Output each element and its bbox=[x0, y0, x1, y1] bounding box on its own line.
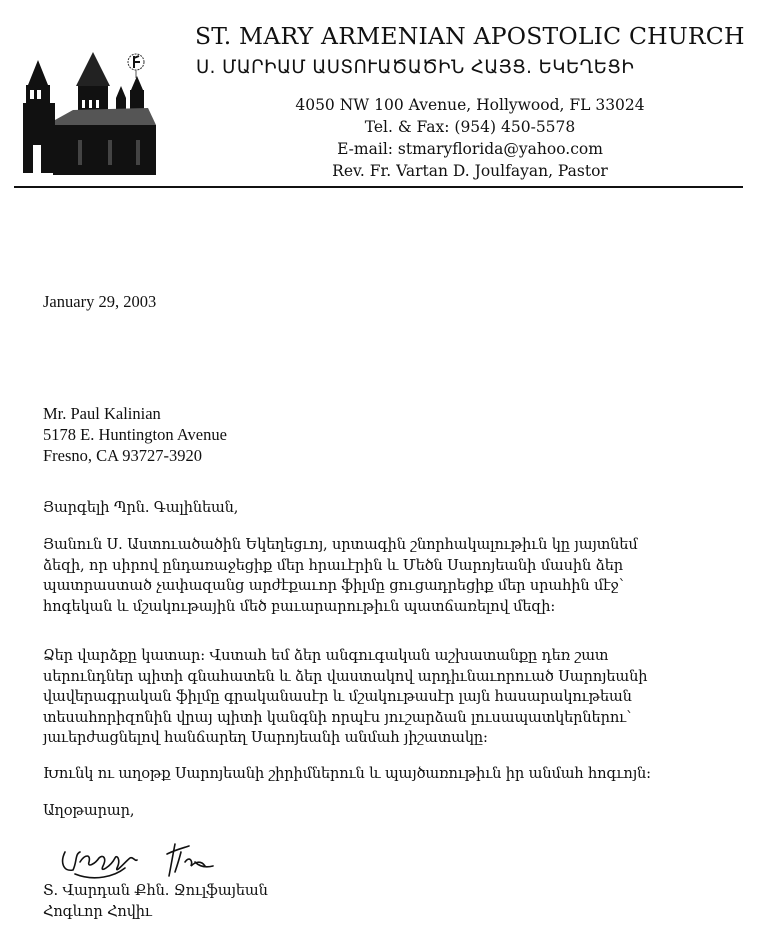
signer-block bbox=[43, 881, 733, 922]
paragraph-line: վավերագրական ֆիլմը գրականասէր և մշակութասէր լայն հասարակութեան bbox=[43, 688, 632, 705]
signer-name: Տ. Վարդան Քհն. Ջուլֆայեան bbox=[43, 882, 268, 899]
recipient-address bbox=[43, 403, 227, 466]
paragraph-line: յաւերժացնելով հանճարեղ Սարոյեանի անմահ յիշատակը: bbox=[43, 729, 488, 746]
signer-title: Հոգևոր Հովիւ bbox=[43, 902, 152, 920]
church-phone: Tel. & Fax: (954) 450-5578 bbox=[364, 118, 576, 136]
paragraph-blessing: Խունկ ու աղօթք Սարոյեանի շիրիմներուն և պայծառութիւն իր անմահ հոգւոյն: bbox=[43, 765, 651, 782]
church-email: E-mail: stmaryflorida@yahoo.com bbox=[337, 140, 603, 158]
salutation: Յարգելի Պրն. Գալինեան, bbox=[43, 499, 239, 516]
letter-date: January 29, 2003 bbox=[43, 292, 157, 311]
paragraph-line: ձեզի, որ սիրով ընդառաջեցիք մեր հրաւէրին և Մեծն Սարոյեանի մասին ձեր bbox=[43, 556, 623, 574]
recipient-city: Fresno, CA 93727-3920 bbox=[43, 446, 203, 465]
paragraph-line: հոգեկան և մշակութային մեծ բաւարարութիւն պատճառելով մեզի: bbox=[43, 597, 556, 615]
church-name: ST. MARY ARMENIAN APOSTOLIC CHURCH bbox=[195, 22, 745, 50]
header-divider bbox=[14, 186, 743, 188]
recipient-name: Mr. Paul Kalinian bbox=[43, 404, 161, 423]
recipient-street: 5178 E. Huntington Avenue bbox=[43, 425, 227, 444]
paragraph-praise bbox=[43, 646, 733, 749]
church-name-armenian: Ս. ՄԱՐԻԱՄ ԱՍՏՈՒԱԾԱԾԻՆ ՀԱՅՑ. ԵԿԵՂԵՑԻ bbox=[196, 56, 635, 78]
church-building-icon bbox=[18, 50, 163, 180]
paragraph-line: Յանուն Ս. Աստուածածին Եկեղեցւոյ, սրտագին շնորհակալութիւն կը յայտնեմ bbox=[43, 536, 638, 553]
paragraph-thanks bbox=[43, 535, 733, 617]
paragraph-line: պատրաստած չափազանց արժէքաւոր ֆիլմը ցուցադրեցիք մեր սրահին մէջ՝ bbox=[43, 577, 624, 594]
contact-block bbox=[245, 94, 695, 182]
paragraph-line: սերունդներ պիտի գնահատեն և ձեր վաստակով արդիւնաւորուած Սարոյեանի bbox=[43, 667, 648, 685]
closing: Աղօթարար, bbox=[43, 802, 135, 819]
handwritten-signature bbox=[55, 832, 240, 887]
paragraph-line: տեսահորիզոնին վրայ պիտի կանգնի որպէս յուշարձան լուսապատկերներու՝ bbox=[43, 708, 632, 726]
church-pastor: Rev. Fr. Vartan D. Joulfayan, Pastor bbox=[332, 162, 608, 180]
church-address: 4050 NW 100 Avenue, Hollywood, FL 33024 bbox=[295, 96, 645, 114]
paragraph-line: Ձեր վարձքը կատար: Վստահ եմ ձեր անգուգական աշխատանքը դեռ շատ bbox=[43, 647, 609, 664]
